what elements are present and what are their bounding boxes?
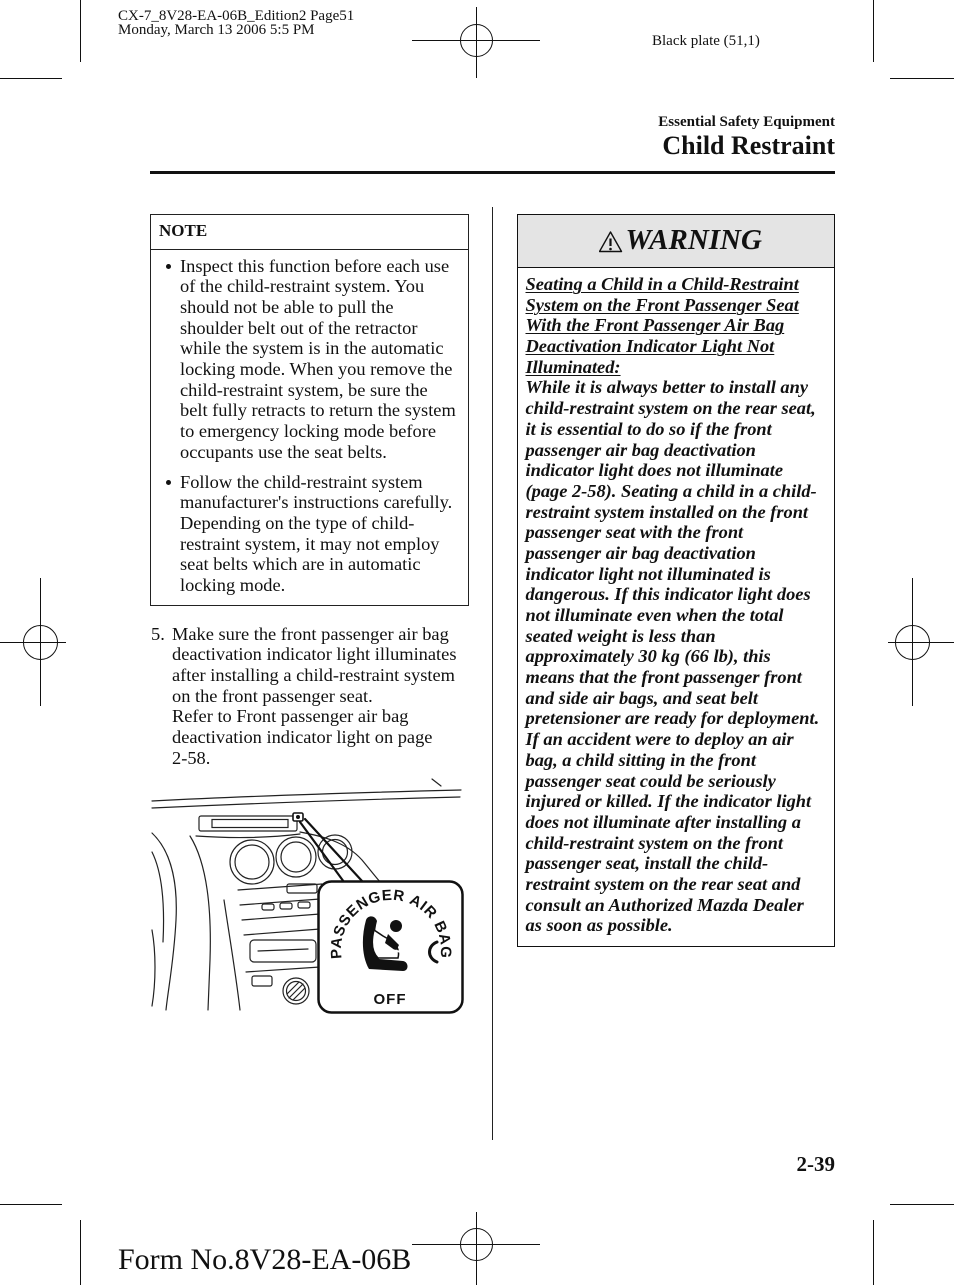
warning-body-line: it is essential to do so if the front [525, 418, 772, 439]
warning-body-line: indicator light not illuminated is [525, 563, 771, 584]
warning-body-line: means that the front passenger front [525, 667, 802, 688]
note-box [150, 214, 469, 606]
warning-heading-line: Seating a Child in a Child-Restraint [525, 274, 799, 294]
step-line: Make sure the front passenger air bag [172, 623, 449, 644]
note-bullet-1-line: while the system is in the automatic [180, 338, 444, 359]
warning-body-line: does not illuminate after installing a [525, 811, 801, 832]
warning-body-line: While it is always better to install any [525, 377, 809, 398]
warning-body-line: restraint system on the rear seat and [525, 873, 801, 894]
crop-mark-top-right [874, 0, 954, 79]
warning-body-line: child-restraint system on the front [525, 832, 783, 853]
page-number: 2-39 [796, 1152, 835, 1177]
note-bullet-1-line: Inspect this function before each use [180, 255, 450, 276]
note-bullet-1-line: belt fully retracts to return the system [180, 400, 456, 421]
note-bullet-2-line: seat belts which are in automatic [180, 554, 421, 575]
note-bullet-2-line: locking mode. [180, 574, 286, 595]
step-line: deactivation indicator light on page [172, 726, 433, 747]
crop-mark-top-left [0, 0, 81, 79]
step-number: 5. [151, 623, 165, 644]
warning-heading-line: System on the Front Passenger Seat [525, 294, 799, 315]
indicator-lamp [293, 813, 303, 821]
warning-heading-line: With the Front Passenger Air Bag [525, 315, 785, 336]
warning-body-line: passenger seat could be seriously [525, 770, 776, 791]
note-bullet-1-line: to emergency locking mode before [180, 421, 437, 441]
warning-box [517, 214, 835, 947]
note-bullet-1-line: child-restraint system, be sure the [180, 379, 428, 400]
note-label: NOTE [159, 221, 208, 241]
crop-mark-bottom-right [874, 1205, 954, 1285]
note-bullet-1-text [180, 256, 456, 463]
indicator-label-text: PASSENGER AIR BAG [327, 886, 455, 960]
step-line: Refer to Front passenger air bag [172, 706, 409, 727]
print-job-info [118, 9, 354, 37]
warning-body-line: (page 2-58). Seating a child in a child- [525, 480, 817, 501]
warning-body [526, 377, 820, 936]
warning-heading-line: Deactivation Indicator Light Not [525, 336, 775, 357]
warning-body-line: passenger seat, install the child- [525, 853, 769, 874]
warning-body-line: as soon as possible. [525, 915, 673, 936]
warning-heading [526, 274, 820, 377]
warning-body-line: indicator light does not illuminate [525, 460, 784, 481]
step-line: on the front passenger seat. [172, 685, 373, 706]
note-bullet-2-text [180, 472, 452, 596]
plate-label: Black plate (51,1) [652, 33, 760, 50]
print-job-line: CX-7_8V28-EA-06B_Edition2 Page51 [118, 8, 355, 24]
note-divider [151, 249, 468, 250]
crop-mark-bottom-left [0, 1205, 81, 1285]
warning-body-line: child-restraint system on the rear seat, [525, 398, 816, 419]
warning-heading-line: Illuminated: [525, 356, 621, 377]
note-bullet-1-line: of the child-restraint system. You [180, 276, 425, 297]
dashboard-illustration [150, 775, 465, 1017]
warning-body-line: If an accident were to deploy an air [525, 729, 794, 750]
warning-text [526, 274, 820, 936]
note-bullet-1-line: should not be able to pull the [180, 296, 394, 317]
warning-body-line: approximately 30 kg (66 lb), this [525, 646, 771, 667]
bullet-dot [166, 480, 171, 485]
indicator-state-text: OFF [373, 991, 407, 1008]
note-bullet-2-line: Follow the child-restraint system [180, 471, 423, 492]
form-number: Form No.8V28-EA-06B [118, 1243, 412, 1276]
warning-label: WARNING [625, 223, 762, 256]
registration-mark-top [412, 7, 540, 78]
warning-body-line: passenger air bag deactivation [525, 439, 756, 460]
warning-body-line: bag, a child sitting in the front [525, 749, 756, 770]
warning-body-line: and side air bags, and seat belt [525, 687, 758, 708]
warning-body-line: seated weight is less than [525, 625, 716, 646]
warning-body-line: injured or killed. If the indicator light [525, 791, 812, 812]
warning-triangle-icon [599, 231, 623, 253]
registration-mark-right [888, 578, 954, 706]
page-title: Child Restraint [662, 131, 835, 161]
step-line: after installing a child-restraint system [172, 664, 455, 685]
note-bullet-1-line: occupants use the seat belts. [180, 441, 387, 462]
warning-body-line: passenger air bag deactivation [525, 542, 756, 563]
note-bullet-1-line: shoulder belt out of the retractor [180, 317, 418, 338]
note-bullet-2-line: manufacturer's instructions carefully. [180, 492, 453, 513]
warning-body-line: not illuminate even when the total [525, 605, 784, 625]
step-line: 2-58. [172, 747, 211, 768]
warning-body-line: pretensioner are ready for deployment. [525, 708, 820, 729]
note-bullet-1-line: locking mode. When you remove the [180, 358, 453, 379]
warning-body-line: consult an Authorized Mazda Dealer [525, 894, 804, 915]
header-rule [150, 171, 835, 174]
warning-body-line: dangerous. If this indicator light does [525, 584, 811, 605]
registration-mark-bottom [412, 1212, 540, 1285]
section-label: Essential Safety Equipment [658, 114, 835, 131]
registration-mark-left [0, 578, 66, 706]
warning-body-line: restraint system installed on the front [525, 501, 809, 522]
note-bullet-2-line: restraint system, it may not employ [180, 533, 440, 554]
warning-header [518, 215, 834, 268]
column-divider [492, 207, 493, 1140]
note-bullet-2-line: Depending on the type of child- [180, 512, 415, 533]
warning-body-line: passenger seat with the front [525, 522, 744, 543]
print-date-line: Monday, March 13 2006 5:5 PM [118, 22, 315, 38]
step-text [172, 624, 456, 769]
step-line: deactivation indicator light illuminates [172, 644, 457, 665]
bullet-dot [166, 264, 171, 269]
